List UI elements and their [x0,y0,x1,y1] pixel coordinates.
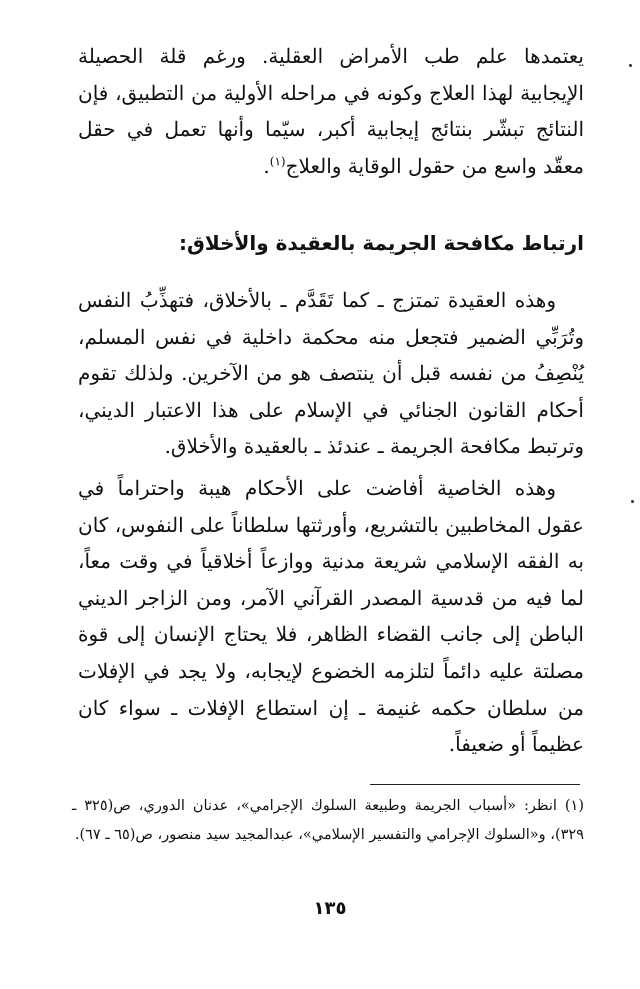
margin-dot [631,500,634,503]
paragraph-1 [78,38,584,184]
section-heading: ارتباط مكافحة الجريمة بالعقيدة والأخلاق: [179,231,584,255]
paragraph-1-end: . [263,153,270,178]
footnote-reference[interactable]: (١) [269,154,286,169]
footnote-divider [370,784,580,785]
footnote: (١) انظر: «أسباب الجريمة وطبيعة السلوك الإجرامي»، عدنان الدوري، ص(٣٢٥ ـ ٣٢٩)، و«السلوك الإجرامي والتفسير الإسلامي»، عبدالمجيد سيد منصور، ص(٦٥ ـ ٦٧). [72,798,584,843]
page-number: ١٣٥ [313,898,347,919]
paragraph-3: وهذه الخاصية أفاضت على الأحكام هيبة واحتراماً في عقول المخاطبين بالتشريع، وأورثتها سلطاناً على النفوس، كان به الفقه الإسلامي شريعة مدنية ووازعاً أخلاقياً في وقت معاً، لما فيه من قدسية المصدر القرآني الآمر، ومن الزاجر الديني الباطن إلى جانب القضاء الظاهر، فلا يحتاج الإنسان إلى قوة مصلتة عليه دائماً لتلزمه الخضوع لإيجابه، ولا يجد في الإفلات من سلطان حكمه غنيمة ـ إن استطاع الإفلات ـ سواء كان عظيماً أو ضعيفاً. [78,476,584,757]
paragraph-1-text: يعتمدها علم طب الأمراض العقلية. ورغم قلة الحصيلة الإيجابية لهذا العلاج وكونه في مراحله الأولية من التطبيق، فإن النتائج تبشّر بنتائج إيجابية أكبر، سيّما وأنها تعمل في حقل معقّد واسع من حقول الوقاية والعلاج [78,44,584,178]
margin-dot [629,64,632,67]
paragraph-2: وهذه العقيدة تمتزج ـ كما تَقَدَّم ـ بالأخلاق، فتهذِّبُ النفس وتُرَبِّي الضمير فتجعل منه محكمة داخلية في نفس المسلم، يُنْصِفُ من نفسه قبل أن ينتصف هو من الآخرين. ولذلك تقوم أحكام القانون الجنائي في الإسلام على هذا الاعتبار الديني، وترتبط مكافحة الجريمة ـ عندئذ ـ بالعقيدة والأخلاق. [78,288,584,459]
